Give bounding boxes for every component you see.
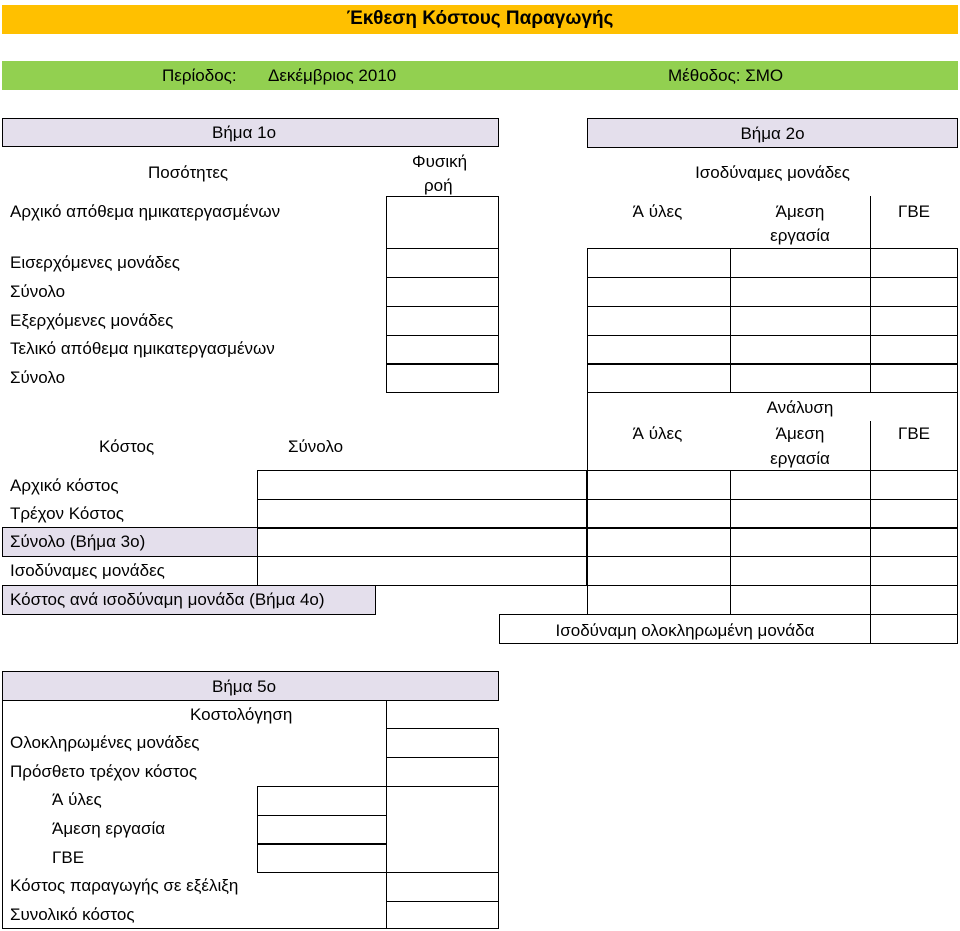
- physical-flow-units-out[interactable]: [386, 306, 499, 336]
- step5-row-wip-cost: Κόστος παραγωγής σε εξέλιξη: [10, 876, 239, 895]
- physical-flow-opening-wip[interactable]: [386, 196, 499, 249]
- cost-total-step3[interactable]: [257, 527, 587, 557]
- physical-flow-units-in[interactable]: [386, 248, 499, 278]
- step5-additional-cell[interactable]: [386, 757, 499, 787]
- report-title: Έκθεση Κόστους Παραγωγής: [346, 8, 614, 29]
- step2-col-labor-2: εργασία: [770, 226, 830, 245]
- physical-flow-total-2[interactable]: [386, 363, 499, 393]
- step1-row-units-in: Εισερχόμενες μονάδες: [10, 253, 180, 272]
- analysis-col-divider-left: [587, 393, 958, 471]
- step5-materials-cell[interactable]: [257, 786, 387, 816]
- cost-total-header: Σύνολο: [288, 437, 344, 456]
- step5-overhead-cell[interactable]: [257, 843, 387, 873]
- step5-row-labor: Άμεση εργασία: [52, 819, 166, 838]
- analysis-footer: Ισοδύναμη ολοκληρωμένη μονάδα: [555, 621, 815, 640]
- step5-subheader: Κοστολόγηση: [190, 705, 293, 724]
- analysis-row-opening-labor[interactable]: [730, 470, 871, 500]
- eq-row-units-in-labor[interactable]: [730, 248, 871, 278]
- step5-row-completed: Ολοκληρωμένες μονάδες: [10, 733, 200, 752]
- step2-header: Βήμα 2ο: [740, 124, 805, 143]
- step1-header: Βήμα 1ο: [212, 123, 277, 142]
- step5-completed-cell[interactable]: [386, 728, 499, 758]
- step5-row-overhead: ΓΒΕ: [52, 848, 85, 867]
- eq-row-total-1-labor[interactable]: [730, 277, 871, 307]
- cost-row-equivalent-units: Ισοδύναμες μονάδες: [10, 561, 165, 580]
- analysis-header: Ανάλυση: [766, 398, 834, 417]
- analysis-col-labor-1: Άμεση: [775, 424, 825, 443]
- step1-row-opening-wip: Αρχικό απόθεμα ημικατεργασμένων: [10, 202, 281, 221]
- method-label: Μέθοδος: ΣΜΟ: [668, 66, 784, 85]
- step5-wip-cost-cell[interactable]: [386, 872, 499, 902]
- eq-row-total-2-labor[interactable]: [730, 363, 871, 393]
- step2-col-labor-1: Άμεση: [775, 202, 825, 221]
- step1-row-units-out: Εξερχόμενες μονάδες: [10, 311, 174, 330]
- step5-labor-cell[interactable]: [257, 815, 387, 845]
- cost-row-total-step3: Σύνολο (Βήμα 3ο): [10, 532, 146, 551]
- analysis-footer-overhead[interactable]: [870, 614, 958, 644]
- analysis-col-materials: Ά ύλες: [632, 424, 683, 443]
- physical-flow-header-2: ροή: [424, 176, 453, 195]
- step2-col-divider-right: [870, 196, 958, 249]
- period-value: Δεκέμβριος 2010: [268, 66, 397, 85]
- step2-col-materials: Ά ύλες: [632, 202, 683, 221]
- step1-row-total-2: Σύνολο: [10, 368, 66, 387]
- analysis-col-overhead: ΓΒΕ: [897, 424, 931, 443]
- physical-flow-closing-wip[interactable]: [386, 335, 499, 365]
- cost-row-per-unit-step4: Κόστος ανά ισοδύναμη μονάδα (Βήμα 4ο): [10, 590, 325, 609]
- analysis-row-total-labor[interactable]: [730, 527, 871, 557]
- step2-subheader: Ισοδύναμες μονάδες: [695, 163, 850, 182]
- physical-flow-header-1: Φυσική: [412, 152, 468, 171]
- eq-row-units-out-labor[interactable]: [730, 306, 871, 336]
- cost-row-current: Τρέχον Κόστος: [10, 504, 124, 523]
- step1-row-closing-wip: Τελικό απόθεμα ημικατεργασμένων: [10, 339, 275, 358]
- cost-total-current[interactable]: [257, 499, 587, 529]
- step5-total-cost-cell[interactable]: [386, 901, 499, 929]
- analysis-row-current-labor[interactable]: [730, 499, 871, 529]
- analysis-col-labor-2: εργασία: [770, 449, 830, 468]
- step2-col-overhead: ΓΒΕ: [897, 202, 931, 221]
- eq-row-closing-wip-labor[interactable]: [730, 335, 871, 365]
- cost-total-opening[interactable]: [257, 470, 587, 500]
- step5-row-materials: Ά ύλες: [52, 790, 102, 809]
- analysis-row-equivalent-labor[interactable]: [730, 556, 871, 586]
- period-bar: [2, 61, 958, 90]
- cost-row-opening: Αρχικό κόστος: [10, 476, 119, 495]
- step5-additional-total-cell[interactable]: [386, 786, 499, 873]
- step5-row-total-cost: Συνολικό κόστος: [10, 905, 135, 924]
- step1-row-total-1: Σύνολο: [10, 282, 66, 301]
- step5-row-additional: Πρόσθετο τρέχον κόστος: [10, 762, 198, 781]
- quantities-header: Ποσότητες: [148, 163, 229, 182]
- analysis-row-per-unit-labor[interactable]: [730, 585, 871, 615]
- period-label: Περίοδος:: [162, 66, 237, 85]
- physical-flow-total-1[interactable]: [386, 277, 499, 307]
- cost-header: Κόστος: [99, 437, 155, 456]
- step5-header: Βήμα 5ο: [212, 677, 277, 696]
- cost-total-equivalent-units[interactable]: [257, 556, 587, 586]
